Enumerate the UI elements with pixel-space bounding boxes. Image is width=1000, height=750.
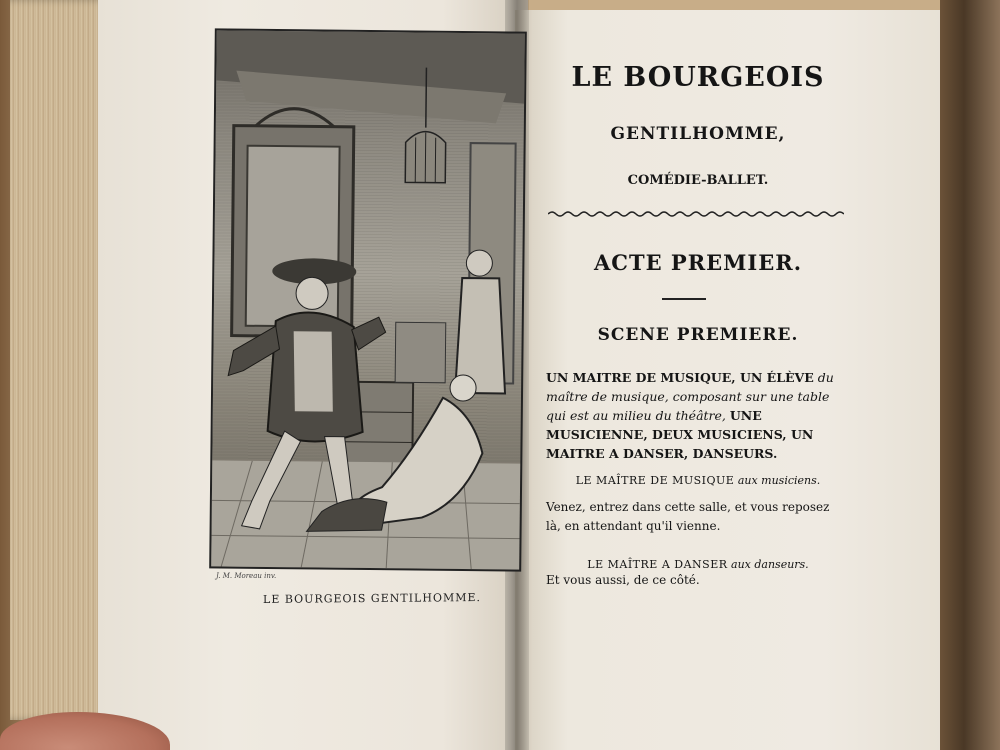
cast-line-1: UN MAITRE DE MUSIQUE, UN ÉLÈVE xyxy=(546,370,814,385)
illustration-caption: LE BOURGEOIS GENTILHOMME. xyxy=(262,591,482,606)
play-title: LE BOURGEOIS xyxy=(571,62,825,93)
play-genre: COMÉDIE-BALLET. xyxy=(627,173,769,188)
speech-1: Venez, entrez dans cette salle, et vous reposez là, en attendant qu'il vienne. xyxy=(546,500,830,533)
cast-list xyxy=(546,368,848,463)
stage-direction-1-character: LE MAÎTRE DE MUSIQUE xyxy=(575,474,735,487)
play-subtitle: GENTILHOMME, xyxy=(610,124,786,144)
ornamental-divider xyxy=(548,210,844,218)
stage-direction-2-character: LE MAÎTRE A DANSER xyxy=(587,558,728,571)
engraving-illustration xyxy=(209,28,527,571)
stage-direction-1 xyxy=(548,474,848,487)
stage-direction-2-note: aux danseurs. xyxy=(731,558,809,571)
speech-2: Et vous aussi, de ce côté. xyxy=(546,573,700,587)
engraving-drawing xyxy=(211,30,525,569)
stage-direction-2 xyxy=(548,558,848,571)
book-page-edges xyxy=(10,0,110,720)
engraver-credit: J. M. Moreau inv. xyxy=(216,572,277,580)
scene-heading: SCENE PREMIERE. xyxy=(597,325,799,345)
short-rule xyxy=(662,298,706,300)
table-surface xyxy=(940,0,1000,750)
stage-direction-1-note: aux musiciens. xyxy=(737,474,821,487)
act-heading: ACTE PREMIER. xyxy=(593,250,803,275)
cast-line-3: UNE MUSICIENNE, DEUX MUSICIENS, UN MAITRE A DANSER, DANSEURS. xyxy=(546,408,814,461)
cast-line-2: du maître de musique, composant sur une table qui est au milieu du théâtre, xyxy=(546,370,834,423)
